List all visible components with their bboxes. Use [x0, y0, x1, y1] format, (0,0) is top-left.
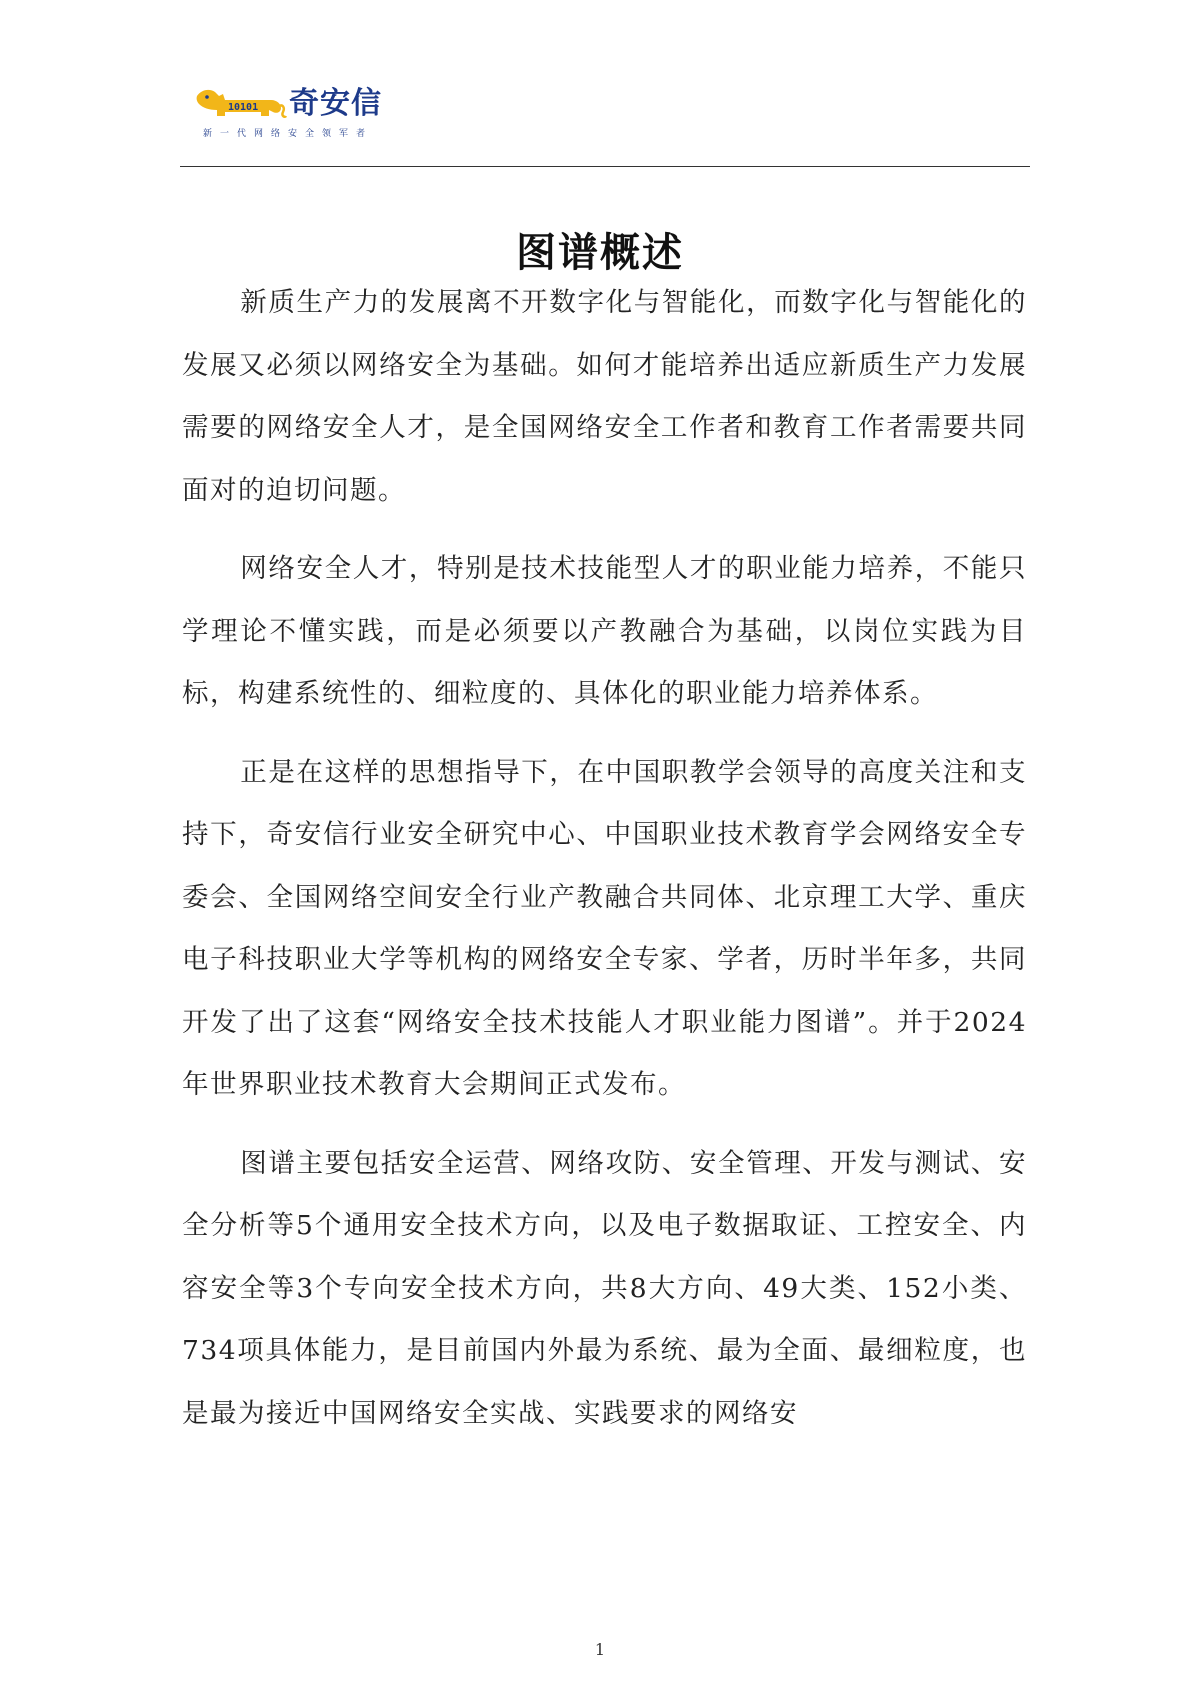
paragraph-1: 新质生产力的发展离不开数字化与智能化，而数字化与智能化的发展又必须以网络安全为基础。如何才能培养出适应新质生产力发展需要的网络安全人才，是全国网络安全工作者和教育工作者需要共同面对的迫切问题。 — [182, 287, 1027, 506]
logo-brand-name: 奇安信 — [289, 86, 382, 121]
header-divider — [180, 166, 1030, 167]
logo-tagline: 新一代网络安全领军者 — [203, 129, 374, 139]
page-number: 1 — [594, 1640, 606, 1659]
logo-mark-digits: 10101 — [228, 102, 259, 113]
paragraph-4: 图谱主要包括安全运营、网络攻防、安全管理、开发与测试、安全分析等5个通用安全技术方向，以及电子数据取证、工控安全、内容安全等3个专向安全技术方向，共8大方向、49大类、152小类、734项具体能力，是目前国内外最为系统、最为全面、最细粒度，也是最为接近中国网络安全实战、实践要求的网络安 — [182, 1147, 1027, 1429]
document-body — [182, 272, 1027, 1461]
paragraph-3: 正是在这样的思想指导下，在中国职教学会领导的高度关注和支持下，奇安信行业安全研究中心、中国职业技术教育学会网络安全专委会、全国网络空间安全行业产教融合共同体、北京理工大学、重庆电子科技职业大学等机构的网络安全专家、学者，历时半年多，共同开发了出了这套“网络安全技术技能人才职业能力图谱”。并于2024年世界职业技术教育大会期间正式发布。 — [182, 756, 1027, 1100]
page-title: 图谱概述 — [516, 229, 684, 276]
company-logo — [195, 84, 405, 140]
paragraph-2: 网络安全人才，特别是技术技能型人才的职业能力培养，不能只学理论不懂实践，而是必须要以产教融合为基础，以岗位实践为目标，构建系统性的、细粒度的、具体化的职业能力培养体系。 — [182, 553, 1027, 709]
qianxin-logo-icon — [195, 86, 287, 124]
